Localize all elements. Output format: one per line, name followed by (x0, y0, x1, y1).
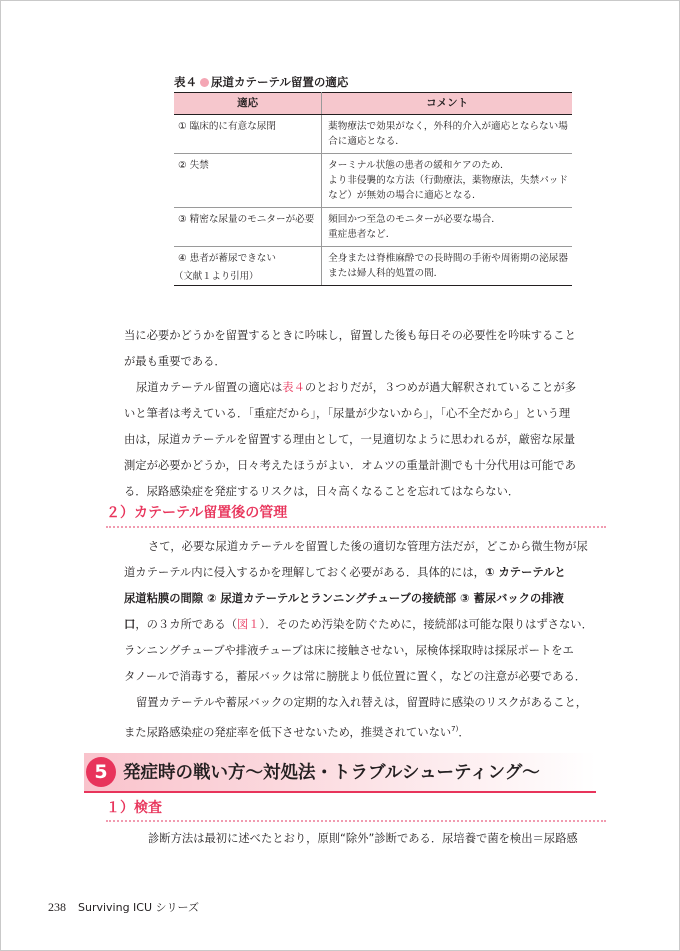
figure-reference-link[interactable]: 図１ (237, 618, 260, 631)
table-source-note: （文献１より引用） (174, 271, 259, 282)
comment-line: 頻回かつ至急のモニターが必要な場合． (328, 214, 501, 225)
comment-line: 薬物療法で効果がなく，外科的介入が適応とならない場 (328, 121, 568, 132)
chapter-title: 発症時の戦い方〜対処法・トラブルシューティング〜 (123, 763, 540, 783)
text-line: が最も重要である． (124, 355, 226, 368)
text-span: ）．そのため汚染を防ぐために，接続部は可能な限りはずさない． (259, 618, 593, 631)
text-line (124, 612, 608, 638)
table-reference-link[interactable]: 表４ (282, 381, 305, 394)
citation-superscript: 7) (451, 725, 459, 733)
text-line: 診断方法は最初に述べたとおり，原則“除外”診断である．尿培養で菌を検出＝尿路感 (148, 832, 578, 845)
text-line: ランニングチューブや排液チューブは床に接触させない，尿検体採取時は採尿ポートをエ (124, 644, 574, 657)
comment-line: ターミナル状態の患者の緩和ケアのため． (328, 160, 510, 171)
table-label: 表４ (174, 75, 197, 89)
table-cell-comment (322, 115, 572, 154)
chapter-number-badge: 5 (86, 757, 116, 787)
table-header-comment: コメント (322, 93, 572, 115)
table-title: 尿道カテーテル留置の適応 (211, 75, 349, 89)
text-span: のとおりだが，３つめが過大解釈されていることが多 (304, 381, 577, 394)
text-line: いと筆者は考えている．「重症だから」，「尿量が少ないから」，「心不全だから」という理 (124, 407, 571, 420)
comment-line: など）が無効の場合に適応となる． (328, 190, 482, 201)
section3-paragraph (124, 826, 608, 852)
section-heading: １）検査 (106, 800, 162, 816)
page-number: 238 (48, 900, 66, 914)
text-line: 測定が必要かどうか，日々考えたほうがよい．オムツの重量計測でも十分代用は可能であ (124, 459, 576, 472)
text-line: 留置カテーテルや蓄尿バックの定期的な入れ替えは，留置時に感染のリスクがあること， (136, 696, 588, 709)
bullet-dot-icon (200, 78, 209, 87)
bold-text: 口 (124, 618, 136, 631)
text-line (124, 716, 608, 746)
text-line: る．尿路感染症を発症するリスクは，日々高くなることを忘れてはならない． (124, 485, 520, 498)
dotted-divider (106, 820, 606, 822)
table-cell-indication: ④ 患者が蓄尿できない (174, 247, 322, 286)
table-cell-comment (322, 247, 572, 286)
table-row (174, 115, 572, 154)
table-cell-indication: ③ 精密な尿量のモニターが必要 (174, 208, 322, 247)
table-header-indication: 適応 (174, 93, 322, 115)
text-line: さて，必要な尿道カテーテルを留置した後の適切な管理方法だが，どこから微生物が尿 (148, 540, 588, 553)
comment-line: または婦人科的処置の間． (328, 268, 444, 279)
comment-line: 全身または脊椎麻酔での長時間の手術や周術期の泌尿器 (328, 253, 568, 264)
table-cell-comment (322, 154, 572, 208)
series-name: Surviving ICU シリーズ (78, 901, 199, 914)
section2-paragraph (124, 534, 608, 746)
table-caption (174, 74, 348, 90)
text-span: ，の３カ所である（ (135, 618, 237, 631)
table-cell-comment (322, 208, 572, 247)
comment-line: 重症患者など． (328, 229, 396, 240)
text-line: 当に必要かどうかを留置するときに吟味し，留置した後も毎日その必要性を吟味すること (124, 329, 576, 342)
comment-line: より非侵襲的な方法（行動療法，薬物療法，失禁パッド (328, 175, 568, 186)
text-line (124, 375, 608, 401)
dotted-divider (106, 526, 606, 528)
text-line (124, 586, 608, 612)
table-header-row (174, 93, 572, 115)
text-span: 尿道カテーテル留置の適応は (136, 381, 283, 394)
text-span: また尿路感染症の発症率を低下させないため，推奨されていない (124, 725, 452, 739)
comment-line: 合に適応となる． (328, 136, 405, 147)
intro-paragraph (124, 323, 608, 375)
bold-text: 尿道粘膜の間隙 ② 尿道カテーテルとランニングチューブの接続部 ③ 蓄尿バックの排液 (124, 592, 564, 605)
text-span: ． (458, 725, 470, 739)
table-cell-indication: ② 失禁 (174, 154, 322, 208)
text-span: 道カテーテル内に侵入するかを理解しておく必要がある．具体的には， (124, 566, 485, 579)
bold-text: ① カテーテルと (484, 566, 566, 579)
text-line: タノールで消毒する，蓄尿バックは常に膀胱より低位置に置く，などの注意が必要である． (124, 670, 587, 683)
section-heading: ２）カテーテル留置後の管理 (106, 505, 288, 521)
text-line: 由は，尿道カテーテルを留置する理由として，一見適切なように思われるが，厳密な尿量 (124, 433, 576, 446)
table-row (174, 154, 572, 208)
body-paragraph (124, 375, 608, 505)
text-line (124, 560, 608, 586)
indication-table (174, 92, 572, 286)
table-cell-indication: ① 臨床的に有意な尿閉 (174, 115, 322, 154)
page-footer (48, 899, 199, 915)
table-row (174, 208, 572, 247)
